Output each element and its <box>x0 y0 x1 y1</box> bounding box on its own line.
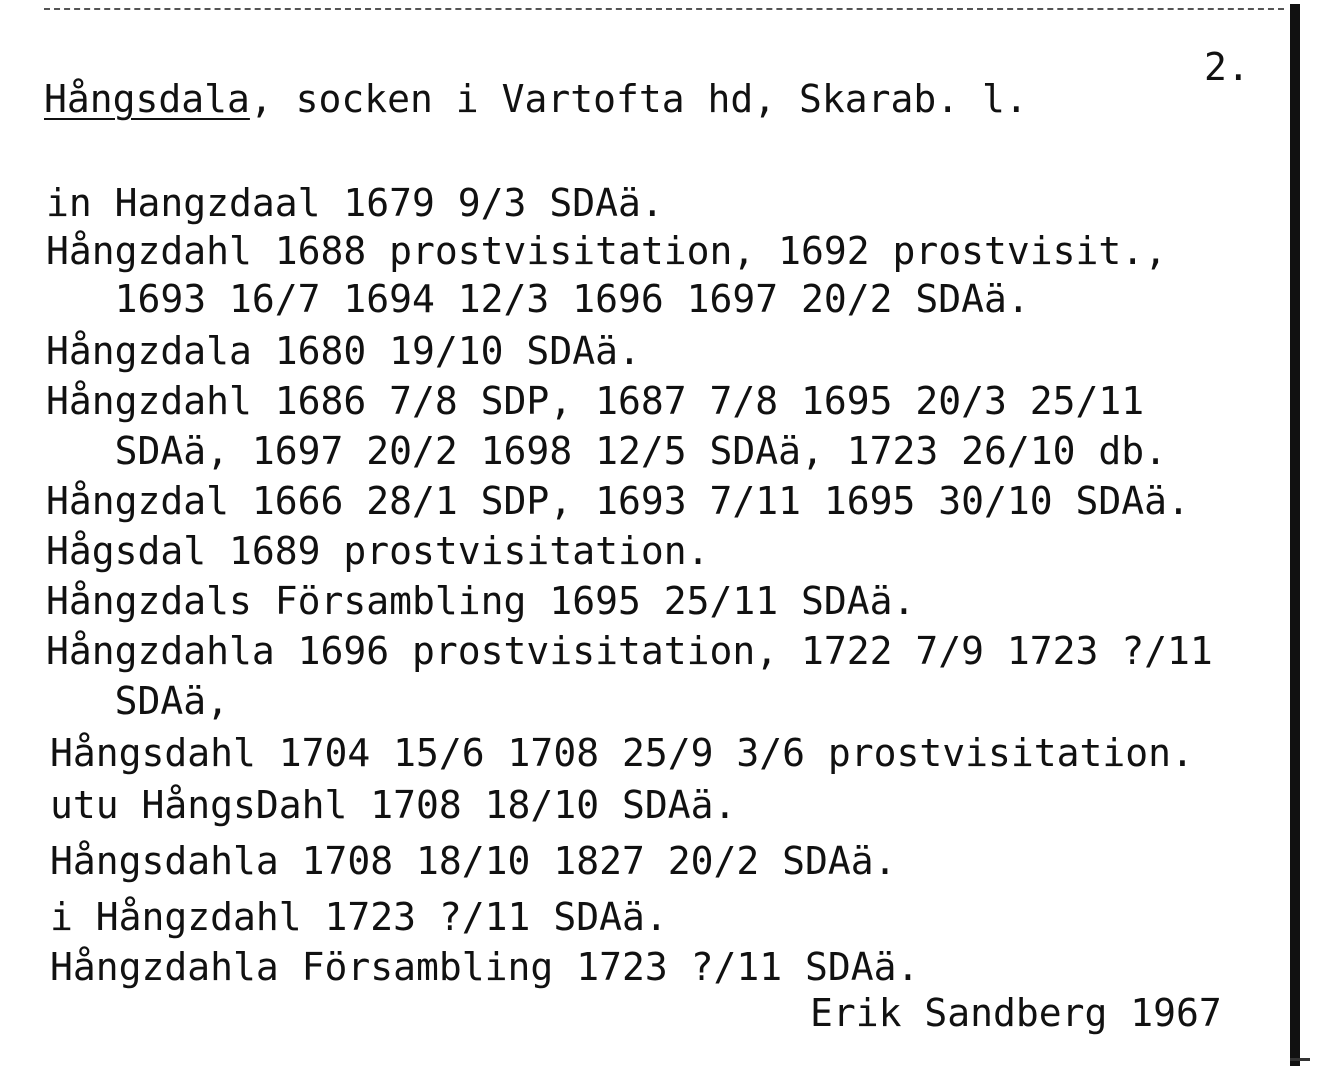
entry-line: Hångzdal 1666 28/1 SDP, 1693 7/11 1695 30/10 SDAä. <box>46 479 1190 523</box>
entry-line: Hångzdahl 1688 prostvisitation, 1692 prostvisit., <box>46 229 1168 273</box>
entry-line: 1693 16/7 1694 12/3 1696 1697 20/2 SDAä. <box>46 277 1030 321</box>
page-number: 2. <box>1204 45 1250 89</box>
entry-line: Hångzdals Försambling 1695 25/11 SDAä. <box>46 579 916 623</box>
entry-line: Hångzdahla 1696 prostvisitation, 1722 7/9 1723 ?/11 <box>46 629 1213 673</box>
entry-line: Hångzdahla Försambling 1723 ?/11 SDAä. <box>50 945 920 989</box>
signature: Erik Sandberg 1967 <box>810 991 1222 1035</box>
entry-line: in Hangzdaal 1679 9/3 SDAä. <box>46 181 664 225</box>
heading-place-name: Hångsdala <box>44 77 250 121</box>
card-right-edge <box>1290 4 1300 1066</box>
card-heading <box>44 77 1028 121</box>
card-top-edge <box>44 8 1284 10</box>
entry-line: SDAä, 1697 20/2 1698 12/5 SDAä, 1723 26/10 db. <box>46 429 1168 473</box>
entry-line: i Hångzdahl 1723 ?/11 SDAä. <box>50 895 668 939</box>
card-bottom-edge <box>1290 1058 1310 1061</box>
entry-line: Hångzdahl 1686 7/8 SDP, 1687 7/8 1695 20/3 25/11 <box>46 379 1145 423</box>
entry-line: utu HångsDahl 1708 18/10 SDAä. <box>50 783 737 827</box>
heading-description: , socken i Vartofta hd, Skarab. l. <box>249 77 1028 121</box>
entry-line: SDAä, <box>46 679 230 723</box>
entry-line: Hångsdahl 1704 15/6 1708 25/9 3/6 prostvisitation. <box>50 731 1194 775</box>
entry-line: Hågsdal 1689 prostvisitation. <box>46 529 710 573</box>
entry-line: Hångzdala 1680 19/10 SDAä. <box>46 329 641 373</box>
entry-line: Hångsdahla 1708 18/10 1827 20/2 SDAä. <box>50 839 897 883</box>
